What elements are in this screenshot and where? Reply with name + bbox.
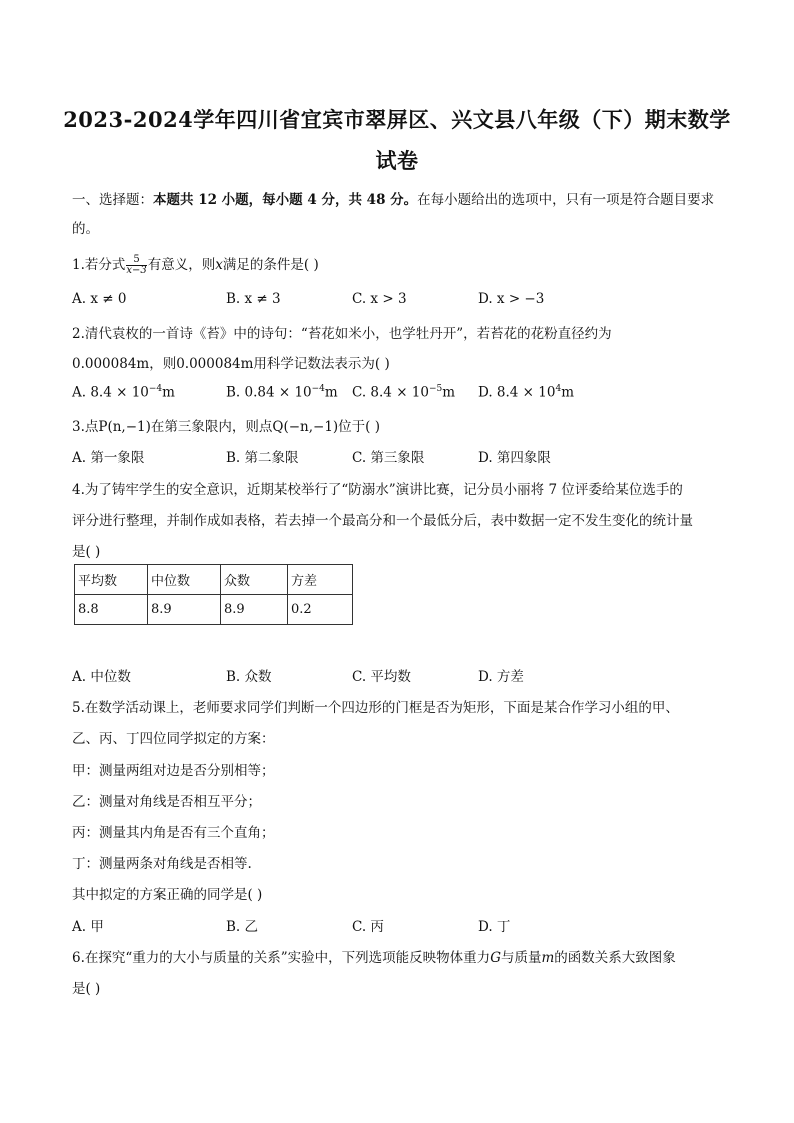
- q2-option-a-unit: m: [162, 384, 175, 401]
- table-header-cell: 中位数: [148, 565, 221, 595]
- q4-option-d[interactable]: D. 方差: [478, 669, 524, 685]
- q4-stats-table: [74, 564, 353, 625]
- q6-text-a: 6.在探究“重力的大小与质量的关系”实验中，下列选项能反映物体重力: [72, 950, 491, 966]
- q2-option-d-base: D. 8.4 × 10: [478, 384, 556, 401]
- section-heading-label: 一、选择题：: [72, 192, 153, 208]
- q1-var: x: [215, 257, 223, 273]
- q2-option-c[interactable]: [352, 384, 455, 401]
- q6-var-g: G: [490, 950, 501, 966]
- table-header-row: [75, 565, 353, 595]
- q5-option-c[interactable]: C. 丙: [352, 919, 384, 935]
- section-heading-line2: 的。: [72, 221, 99, 237]
- exam-title-line1: 2023-2024学年四川省宜宾市翠屏区、兴文县八年级（下）期末数学: [63, 107, 731, 132]
- q1-suffix-a: 有意义，则: [147, 257, 216, 273]
- question-6-line2: 是( ): [72, 981, 101, 997]
- q3-option-a[interactable]: A. 第一象限: [72, 450, 145, 466]
- q2-option-d[interactable]: [478, 384, 574, 401]
- q6-var-m: m: [541, 950, 555, 966]
- question-5-plan-bing: 丙：测量其内角是否有三个直角；: [72, 825, 275, 841]
- question-4-line3: 是( ): [72, 544, 101, 560]
- table-cell: 8.8: [75, 595, 148, 625]
- q1-fraction: [126, 255, 146, 276]
- question-5-plan-ding: 丁：测量两条对角线是否相等.: [72, 856, 252, 872]
- table-cell: 0.2: [288, 595, 353, 625]
- q1-frac-den: x−3: [126, 265, 147, 276]
- table-row: [75, 595, 353, 625]
- q6-text-b: 与质量: [500, 950, 542, 966]
- q1-option-d[interactable]: D. x > −3: [478, 291, 545, 307]
- q1-option-c[interactable]: C. x > 3: [352, 291, 407, 307]
- question-1: [72, 253, 319, 276]
- section-heading-rest: 在每小题给出的选项中，只有一项是符合题目要求: [417, 192, 715, 208]
- q1-option-a[interactable]: A. x ≠ 0: [72, 291, 127, 307]
- question-5-line2: 乙、丙、丁四位同学拟定的方案：: [72, 731, 275, 747]
- exam-title-line2: 试卷: [375, 148, 419, 173]
- question-5-line7: 其中拟定的方案正确的同学是( ): [72, 887, 263, 903]
- q2-option-b[interactable]: [226, 384, 338, 401]
- table-header-cell: 平均数: [75, 565, 148, 595]
- q2-option-a-base: A. 8.4 × 10: [72, 384, 149, 401]
- table-cell: 8.9: [221, 595, 288, 625]
- question-2-line2: 0.000084m，则0.000084m用科学记数法表示为( ): [72, 356, 390, 372]
- q2-option-d-exp: 4: [555, 384, 562, 394]
- question-5-plan-yi: 乙：测量对角线是否相互平分；: [72, 794, 261, 810]
- q2-option-b-base: B. 0.84 × 10: [226, 384, 312, 401]
- q5-option-d[interactable]: D. 丁: [478, 919, 511, 935]
- q2-option-a[interactable]: [72, 384, 175, 401]
- q1-frac-num: 5: [126, 255, 146, 266]
- q2-option-b-exp: −4: [311, 384, 325, 394]
- question-4-line2: 评分进行整理，并制作成如表格，若去掉一个最高分和一个最低分后，表中数据一定不发生变化的统计量: [72, 513, 693, 529]
- q2-option-c-unit: m: [442, 384, 456, 401]
- q2-option-c-base: C. 8.4 × 10: [352, 384, 429, 401]
- table-header-cell: 众数: [221, 565, 288, 595]
- table-cell: 8.9: [148, 595, 221, 625]
- question-3: 3.点P(n,−1)在第三象限内，则点Q(−n,−1)位于( ): [72, 419, 381, 435]
- q1-suffix-b: 满足的条件是( ): [222, 257, 319, 273]
- q4-option-a[interactable]: A. 中位数: [72, 669, 131, 685]
- q3-option-b[interactable]: B. 第二象限: [226, 450, 299, 466]
- question-5-plan-jia: 甲：测量两组对边是否分别相等；: [72, 763, 275, 779]
- q2-option-b-unit: m: [324, 384, 338, 401]
- section-heading-bold: 本题共 12 小题，每小题 4 分，共 48 分。: [153, 192, 418, 208]
- q3-option-c[interactable]: C. 第三象限: [352, 450, 425, 466]
- q3-option-d[interactable]: D. 第四象限: [478, 450, 551, 466]
- q1-option-b[interactable]: B. x ≠ 3: [226, 291, 281, 307]
- question-2-line1: 2.清代袁枚的一首诗《苔》中的诗句：“苔花如米小，也学牡丹开”，若苔花的花粉直径约为: [72, 326, 612, 342]
- section-heading: [72, 188, 714, 208]
- question-5-line1: 5.在数学活动课上，老师要求同学们判断一个四边形的门框是否为矩形，下面是某合作学习小组的甲、: [72, 700, 679, 716]
- q2-option-d-unit: m: [561, 384, 575, 401]
- question-6-line1: [72, 946, 676, 966]
- q5-option-b[interactable]: B. 乙: [226, 919, 259, 935]
- q5-option-a[interactable]: A. 甲: [72, 919, 104, 935]
- q2-option-c-exp: −5: [428, 384, 443, 394]
- q4-option-b[interactable]: B. 众数: [226, 669, 272, 685]
- q4-option-c[interactable]: C. 平均数: [352, 669, 411, 685]
- q2-option-a-exp: −4: [148, 384, 163, 394]
- q6-text-c: 的函数关系大致图象: [554, 950, 676, 966]
- question-4-line1: 4.为了铸牢学生的安全意识，近期某校举行了“防溺水”演讲比赛，记分员小丽将 7 位评委给某位选手的: [72, 482, 683, 498]
- table-header-cell: 方差: [288, 565, 353, 595]
- q1-prefix: 1.若分式: [72, 257, 126, 273]
